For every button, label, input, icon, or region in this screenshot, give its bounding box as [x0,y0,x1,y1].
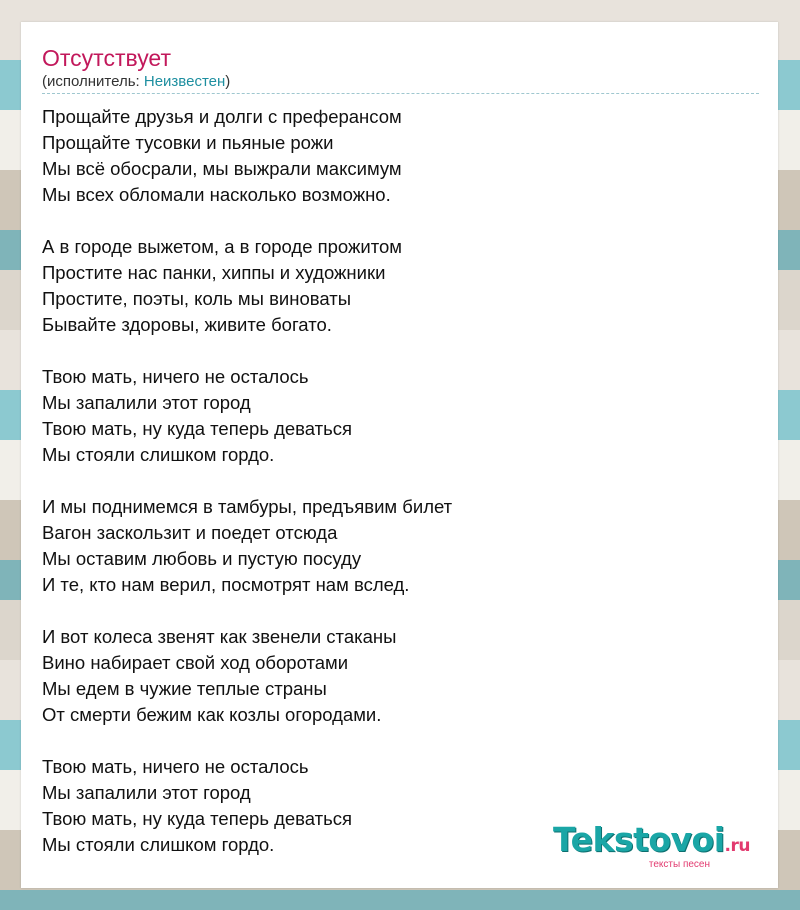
lyrics-line: И мы поднимемся в тамбуры, предъявим билет [42,496,453,517]
lyrics-line: Мы всё обосрали, мы выжрали максимум [42,158,402,179]
lyrics-line: И те, кто нам верил, посмотрят нам вслед. [42,574,410,595]
lyrics-stanza [42,234,452,338]
lyrics-line: Твою мать, ничего не осталось [42,366,309,387]
logo-tld: .ru [724,836,750,856]
performer-suffix: ) [225,73,231,90]
lyrics-line: Простите нас панки, хиппы и художники [42,262,386,283]
lyrics-body [42,104,452,884]
song-title: Отсутствует [42,45,171,71]
lyrics-line: Мы всех обломали насколько возможно. [42,184,391,205]
lyrics-line: От смерти бежим как козлы огородами. [42,704,382,725]
lyrics-line: Вино набирает свой ход оборотами [42,652,349,673]
lyrics-line: Мы стояли слишком гордо. [42,444,275,465]
lyrics-stanza [42,754,452,858]
lyrics-line: А в городе выжетом, а в городе прожитом [42,236,402,257]
logo-tagline: тексты песен [648,859,710,870]
lyrics-stanza [42,364,452,468]
lyrics-line: Мы едем в чужие теплые страны [42,678,327,699]
lyrics-line: Твою мать, ничего не осталось [42,756,309,777]
lyrics-line: И вот колеса звенят как звенели стаканы [42,626,397,647]
lyrics-line: Простите, поэты, коль мы виноваты [42,288,352,309]
lyrics-line: Мы запалили этот город [42,782,251,803]
lyrics-line: Твою мать, ну куда теперь деваться [42,808,353,829]
lyrics-line: Мы стояли слишком гордо. [42,834,275,855]
lyrics-stanza [42,104,452,208]
lyrics-line: Мы запалили этот город [42,392,251,413]
lyrics-line: Прощайте друзья и долги с преферансом [42,106,402,127]
performer-line [42,73,230,91]
performer-prefix: (исполнитель: [42,73,144,90]
lyrics-line: Мы оставим любовь и пустую посуду [42,548,362,569]
lyrics-card [21,22,778,888]
lyrics-line: Вагон заскользит и поедет отсюда [42,522,338,543]
lyrics-stanza [42,494,452,598]
performer-link[interactable]: Неизвестен [143,73,226,90]
logo-wordmark: Tekstovoi.ru [553,820,750,859]
lyrics-line: Бывайте здоровы, живите богато. [42,314,332,335]
lyrics-line: Твою мать, ну куда теперь деваться [42,418,353,439]
title-divider [42,93,759,94]
lyrics-stanza [42,624,452,728]
site-logo[interactable] [553,820,750,870]
lyrics-line: Прощайте тусовки и пьяные рожи [42,132,334,153]
